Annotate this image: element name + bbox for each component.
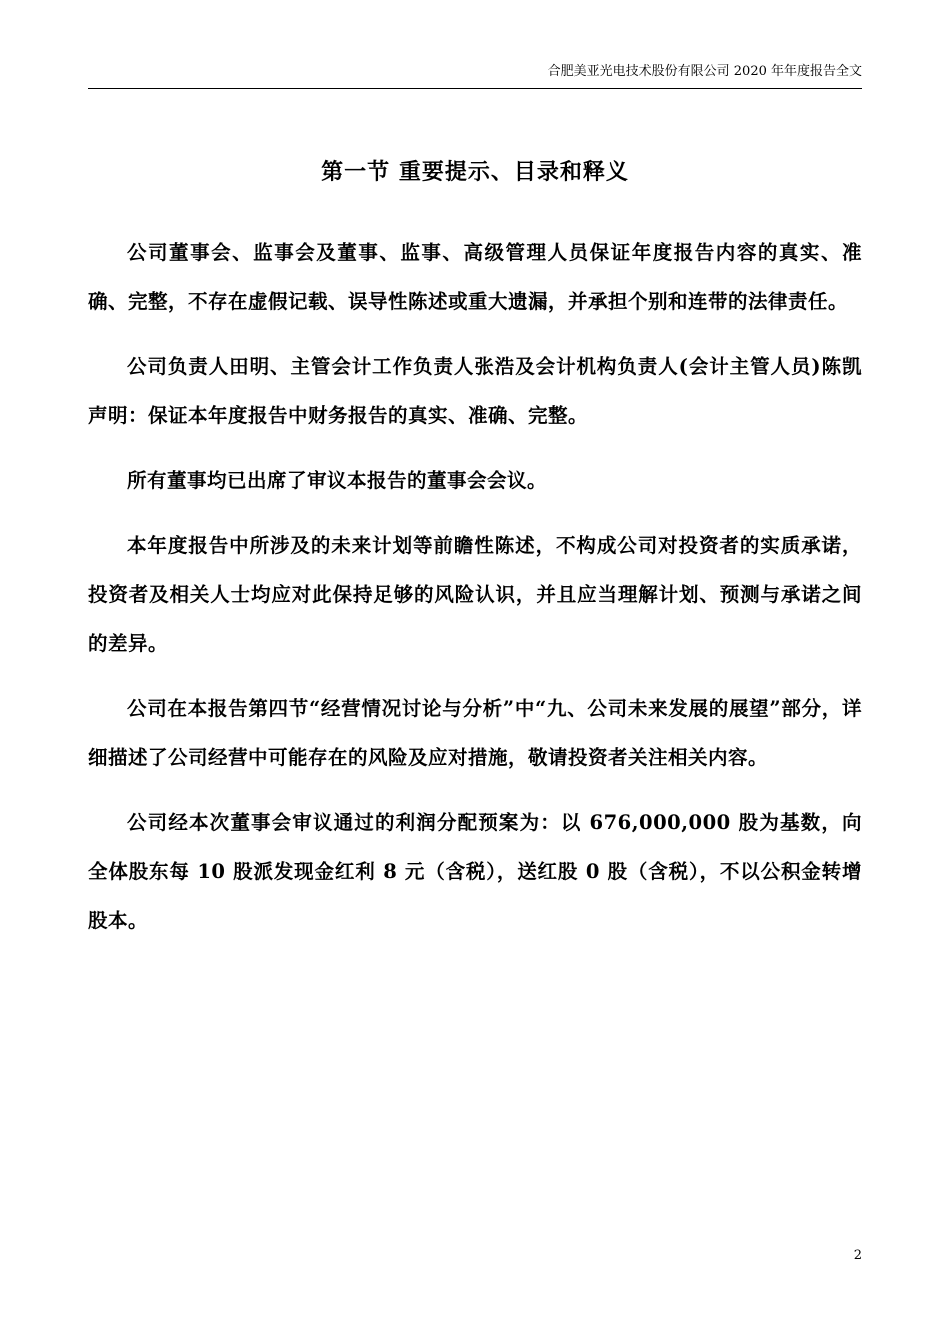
page-number: 2	[853, 1248, 862, 1263]
section-title: 第一节 重要提示、目录和释义	[321, 159, 629, 185]
paragraph-profit-distribution: 公司经本次董事会审议通过的利润分配预案为：以 676,000,000 股为基数，向全体股东每 10 股派发现金红利 8 元（含税），送红股 0 股（含税），不以公积金转增股本。	[88, 811, 862, 932]
paragraph-risk-notice: 公司在本报告第四节“经营情况讨论与分析”中“九、公司未来发展的展望”部分，详细描述了公司经营中可能存在的风险及应对措施，敬请投资者关注相关内容。	[88, 697, 862, 769]
header-text: 合肥美亚光电技术股份有限公司 2020 年年度报告全文	[547, 64, 862, 79]
document-body	[88, 228, 862, 961]
paragraph-forward-looking: 本年度报告中所涉及的未来计划等前瞻性陈述，不构成公司对投资者的实质承诺，投资者及相关人士均应对此保持足够的风险认识，并且应当理解计划、预测与承诺之间的差异。	[88, 534, 862, 655]
paragraph-responsibility-statement: 公司董事会、监事会及董事、监事、高级管理人员保证年度报告内容的真实、准确、完整，不存在虚假记载、误导性陈述或重大遗漏，并承担个别和连带的法律责任。	[88, 241, 862, 313]
page-header	[88, 62, 862, 89]
paragraph-financial-declaration: 公司负责人田明、主管会计工作负责人张浩及会计机构负责人(会计主管人员)陈凯声明：保证本年度报告中财务报告的真实、准确、完整。	[88, 355, 862, 427]
paragraph-board-attendance: 所有董事均已出席了审议本报告的董事会会议。	[127, 469, 548, 492]
